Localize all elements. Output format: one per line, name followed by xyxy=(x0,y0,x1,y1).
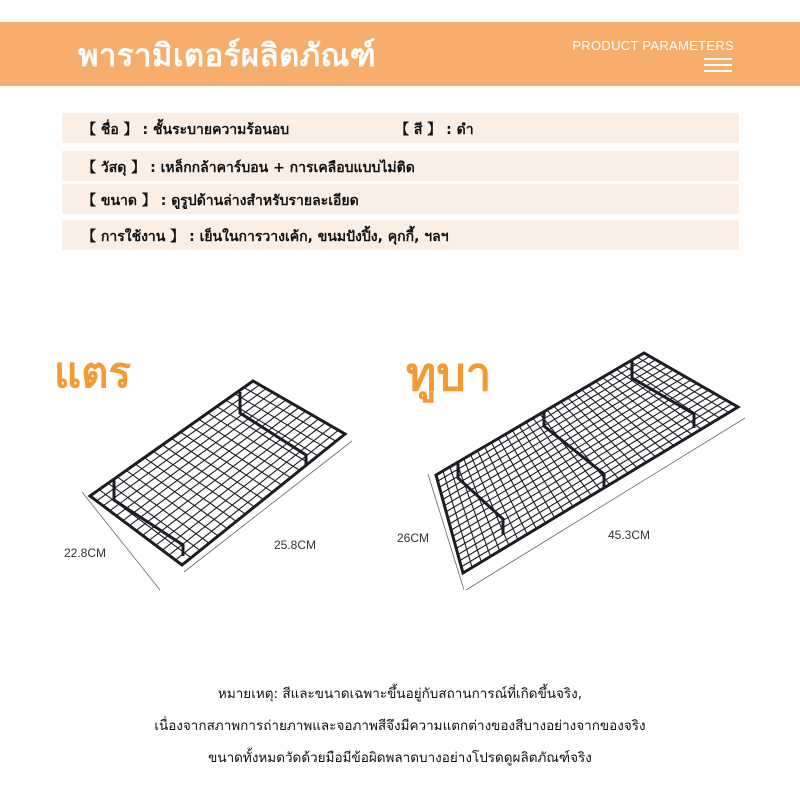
large-rack-length: 45.3CM xyxy=(608,528,651,542)
param-usage-label: 【 การใช้งาน 】 xyxy=(82,229,185,245)
large-rack-label: ทูบา xyxy=(406,347,492,401)
param-name-label: 【 ชื่อ 】 xyxy=(82,122,138,138)
small-rack-length: 25.8CM xyxy=(274,538,317,552)
small-rack-image xyxy=(82,381,352,590)
large-rack-width: 26CM xyxy=(397,531,430,545)
large-rack-image xyxy=(428,353,745,590)
page-subtitle: PRODUCT PARAMETERS xyxy=(572,38,734,53)
note-line-2: เนื่องจากสภาพการถ่ายภาพและจอภาพสีจึงมีความแตกต่างของสีบางอย่างจากของจริง xyxy=(154,718,646,734)
param-name-value: : ชั้นระบายความร้อนอบ xyxy=(142,122,290,138)
param-usage-value: : เย็นในการวางเค้ก, ขนมปังปิ้ง, คุกกี้, ฯลฯ xyxy=(189,229,449,245)
param-color-label: 【 สี 】 xyxy=(395,122,442,138)
param-color-value: : ดำ xyxy=(446,122,474,138)
note-line-1: หมายเหตุ: สีและขนาดเฉพาะขึ้นอยู่กับสถานการณ์ที่เกิดขึ้นจริง, xyxy=(217,686,583,702)
note-line-3: ขนาดทั้งหมดวัดด้วยมือมีข้อผิดพลาดบางอย่างโปรดดูผลิตภัณฑ์จริง xyxy=(208,750,592,766)
param-size-label: 【 ขนาด 】 xyxy=(82,193,156,209)
page-title: พารามิเตอร์ผลิตภัณฑ์ xyxy=(78,38,377,74)
small-rack-label: แตร xyxy=(54,348,131,397)
param-material-value: : เหล็กกล้าคาร์บอน + การเคลือบแบบไม่ติด xyxy=(150,160,415,176)
small-rack-width: 22.8CM xyxy=(64,546,107,560)
param-material-label: 【 วัสดุ 】 xyxy=(82,160,146,176)
param-size-value: : ดูรูปด้านล่างสำหรับรายละเอียด xyxy=(160,193,359,209)
